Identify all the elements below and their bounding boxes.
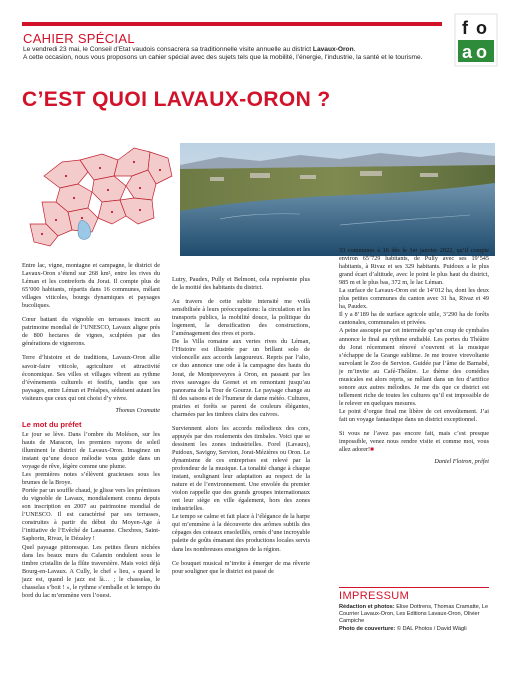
paragraph: Lutry, Paudex, Pully et Belmont, cela représente plus de la moitié des habitants du district.	[172, 276, 310, 292]
paragraph: A peine assoupie par cet intermède qu’un coup de cymbales annonce le final au rythme endiablé. Les portes du Théâtre du Jorat récemment rénové s’ouvrent et la musique s’échappe de la Grange sublime. Je me trouve virevoltante survolant le Zoo de Servion. Guidée par l’âme de Barnabé, je m’invite au Café-Théâtre. Le thème des comédies musicales est alors repris, se mêlant dans un feu d’artifice sonore aux autres mélodies. Je me dis que ce district est tellement riche de toutes les cultures qu’il est impossible de le relever en quelques mesures.	[339, 327, 489, 407]
logo-icon	[454, 12, 498, 68]
paragraph: Il y a 8’189 ha de surface agricole utile, 3’290 ha de forêts cantonales, communales et privées.	[339, 311, 489, 327]
author-signature: Daniel Flotron, préfet	[434, 458, 489, 466]
paragraph: Le jour se lève. Dans l’ombre du Moléson, sur les hauts de Maracon, les premiers rayons de soleil illuminent le district de Lavaux-Oron. Imaginez un instant qu’une douce mélodie vous guide dans un voyage de rêve, légère comme une plume.	[22, 430, 160, 471]
impressum-body: Rédaction et photos: Elise Dottrens, Thomas Cramatte, Le Courrier Lavaux-Oron, Les Editions Lavaux-Oron, Olivier Campiche Photo de couverture: © DAL Photos / David Wägli	[339, 604, 489, 632]
paragraph: Si vous ne l’avez pas encore fait, mais c’est presque impossible, venez nous rendre visite et comme moi, vous allez adorer!■	[339, 430, 489, 454]
article-column-3	[339, 247, 489, 472]
article-column-2	[172, 276, 310, 582]
subheading: Le mot du préfet	[22, 419, 82, 429]
aerial-photo	[180, 143, 495, 256]
paragraph: Quel paysage pittoresque. Les petites fleurs nichées dans les beaux murs du Calamin ondulent sous le timbre cristallin de la flûte traversière. Mais voici déjà Bourg-en-Lavaux. A Cully, le chef « lieu, « quand le jazz est, quand le jazz est là… ; le chasselas, le chasselas s’boit ! », le rythme s’emballe et le tempo du bord du lac m’emmène vers l’ouest.	[22, 543, 160, 599]
paragraph: De la Villa romaine aux vertes rives du Léman, l’Histoire est illustrée par un brillant solo de violoncelle aux accords langoureux. Repris par l’alto, ce duo annonce une ode à la campagne des hauts du Jorat, de Montpreveyres à Oron, en passant par les rives sauvages du Grenet et en remontant jusqu’au panorama de la Tour de Gourze. Le paysage change au fil des saisons et de l’humeur de dame météo. Cultures, prairies et forêts se parent de couleurs élégantes, charmées par les timbres clairs des cuivres.	[172, 338, 310, 418]
section-label: CAHIER SPÉCIAL	[23, 31, 135, 46]
paragraph: Le point d’orgue final me libère de cet envoûtement. J’ai fait un voyage fantastique dans un district exceptionnel.	[339, 407, 489, 423]
paragraph: Terre d’histoire et de traditions, Lavaux-Oron allie savoir-faire viticole, agriculture et attractivité économique. Ses villes et villages vibrent au rythme d’événements culturels et festifs, tandis que ses paysages, entre Léman et Préalpes, séduisent autant les visiteurs que ceux qui ont choisi d’y vivre.	[22, 354, 160, 402]
paragraph: 33 communes à 16 dès le 1er janvier 2022, qu’il compte environ 65’729 habitants, de Pully avec ses 19’545 habitants, à Rivaz et ses 329 habitants. Puidoux a le plus grand écart d’altitude, avec le point le plus haut du district, 985 m et le plus bas, 372 m, le lac Léman.	[339, 247, 489, 287]
page-title: C’EST QUOI LAVAUX-ORON ?	[22, 88, 331, 111]
top-accent-bar	[22, 22, 442, 26]
article-column-1	[22, 262, 160, 600]
paragraph: La surface de Lavaux-Oron est de 14’012 ha, dont les deux plus petites communes du canton avec 31 ha, Rivaz et 49 ha, Paudex.	[339, 287, 489, 311]
paragraph: Ce bouquet musical m’invite à émerger de ma rêverie pour souligner que le district est passé de	[172, 559, 310, 575]
map-icon	[22, 132, 180, 252]
paragraph: Au travers de cette subite intensité me voilà sensibilisée à leurs préoccupations: la circulation et les transports publics, la mobilité douce, la politique du logement, la densification des constructions, l’aménagement des rives et ports.	[172, 298, 310, 338]
svg-text:o: o	[476, 42, 487, 62]
publication-logo	[454, 12, 498, 68]
aerial-photo-icon	[180, 143, 495, 256]
impressum-divider	[339, 587, 489, 588]
paragraph: Le tempo se calme et fait place à l’élégance de la harpe qui m’emmène à la découverte des arômes subtils des cépages des coteaux ensoleillés, ornés d’une incroyable palette de goûts émanant des productions locales servis dans les nombreuses enseignes de la région.	[172, 513, 310, 553]
svg-text:o: o	[476, 18, 487, 38]
author-signature: Thomas Cramatte	[115, 406, 160, 414]
svg-text:a: a	[462, 42, 473, 62]
intro-text: Le vendredi 23 mai, le Conseil d’Etat vaudois consacrera sa traditionnelle visite annuelle au district Lavaux-Oron. A cette occasion, nous vous proposons un cahier spécial avec des sujets tels que la mobilité, l’énergie, l’industrie, la santé et le tourisme.	[23, 46, 423, 62]
end-mark-icon: ■	[370, 446, 374, 454]
svg-text:f: f	[462, 18, 468, 38]
paragraph: Portée par un souffle chaud, je glisse vers les prémisses du vignoble de Lavaux, mondialement connu depuis son inscription en 2007 au patrimoine mondial de l’UNESCO. Il est caractérisé par ses terrasses, construites à partir du début du Moyen-Age à l’initiative de l’Evêché de Lausanne. Chexbres, Saint-Saphorin, Rivaz, le Dézaley !	[22, 487, 160, 543]
paragraph: Cœur battant du vignoble en terrasses inscrit au patrimoine mondial de l’UNESCO, Lavaux aligne près de 800 hectares de vignes, sculptées par des générations de vignerons.	[22, 316, 160, 348]
district-map	[22, 132, 180, 252]
paragraph: Surviennent alors les accords mélodieux des cors, appuyés par des roulements des timbales. Voici que se dessinent les zones industrielles. Forel (Lavaux), Puidoux, Savigny, Servion, Jorat-Mézières ou Oron. Le dynamisme de ces entreprises est relevé par la profondeur de la musique. La tonalité change à chaque instant, soulignant leur adaptation au respect de la nature et de l’environnement. Une envolée du premier violon rappelle que des grands groupes internationaux ont leur siège en ville également, hors des zones industrielles.	[172, 424, 310, 513]
paragraph: Les premières notes s’élèvent gracieuses sous les brumes de la Broye.	[22, 471, 160, 487]
impressum-title: IMPRESSUM	[339, 590, 410, 602]
paragraph: Entre lac, vigne, montagne et campagne, le district de Lavaux-Oron s’étend sur 268 km², entre les rives du Léman et les contreforts du Jorat. Il compte plus de 65’000 habitants, répartis dans 16 communes, mêlant villages viticoles, bourgs dynamiques et paysages bucoliques.	[22, 262, 160, 310]
